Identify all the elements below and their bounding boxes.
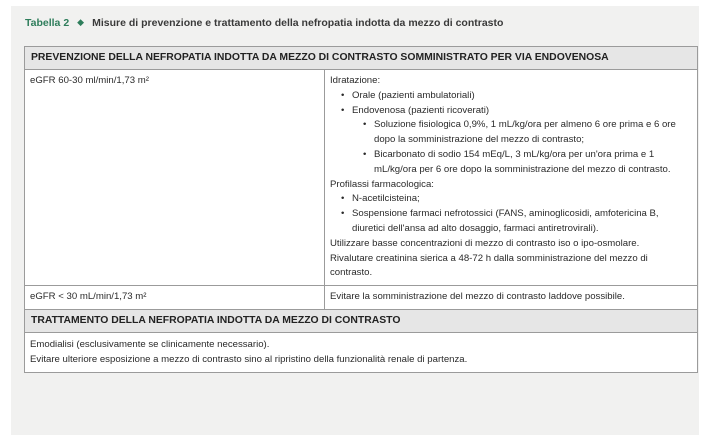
low-concentration-note: Utilizzare basse concentrazioni di mezzo di contrasto iso o ipo-osmolare. [330, 237, 640, 249]
treatment-header: TRATTAMENTO DELLA NEFROPATIA INDOTTA DA MEZZO DI CONTRASTO [25, 310, 697, 333]
prevention-header: PREVENZIONE DELLA NEFROPATIA INDOTTA DA MEZZO DI CONTRASTO SOMMINISTRATO PER VIA ENDOVENOSA [25, 47, 697, 70]
hydration-title: Idratazione: [330, 75, 381, 86]
saline-protocol: Soluzione fisiologica 0,9%, 1 mL/kg/ora per almeno 6 ore prima e 6 ore dopo la somministrazione del mezzo di contrasto; [374, 119, 676, 146]
table-caption [25, 16, 685, 30]
list-item [330, 192, 692, 207]
recheck-note: Rivalutare creatinina sierica a 48-72 h dalla somministrazione del mezzo di contrasto. [330, 252, 648, 279]
criterion-egfr-60-30: eGFR 60-30 ml/min/1,73 m² [25, 70, 325, 285]
list-item [352, 148, 692, 178]
measures-egfr-60-30 [325, 70, 697, 285]
list-item [330, 104, 692, 178]
table-number: Tabella 2 [25, 17, 70, 29]
treatment-cell [25, 333, 472, 372]
list-item [330, 89, 692, 104]
pharma-title: Profilassi farmacologica: [330, 178, 434, 190]
table-row [25, 286, 697, 310]
pharma-list [330, 192, 692, 236]
table-row [25, 333, 697, 372]
hydration-oral: Orale (pazienti ambulatoriali) [352, 89, 475, 101]
diamond-icon: ◆ [77, 17, 85, 27]
measures-table [24, 46, 698, 373]
criterion-egfr-below-30: eGFR < 30 mL/min/1,73 m² [25, 286, 325, 309]
hydration-iv: Endovenosa (pazienti ricoverati) [352, 104, 490, 116]
treatment-line-1: Emodialisi (esclusivamente se clinicamente necessario). [30, 338, 270, 350]
treatment-line-2: Evitare ulteriore esposizione a mezzo di contrasto sino al ripristino della funzionalità renale di partenza. [30, 353, 468, 365]
table-row [25, 70, 697, 286]
measures-egfr-below-30: Evitare la somministrazione del mezzo di contrasto laddove possibile. [330, 291, 625, 303]
hydration-list [330, 89, 692, 178]
suspend-item: Sospensione farmaci nefrotossici (FANS, aminoglicosidi, amfotericina B, diuretici dell'ansa ad alto dosaggio, farmaci antiretrovirali). [352, 208, 659, 234]
table-title: Misure di prevenzione e trattamento della nefropatia indotta da mezzo di contrasto [92, 17, 504, 29]
nac-item: N-acetilcisteina; [352, 193, 420, 205]
table-frame [11, 6, 699, 435]
list-item [352, 118, 692, 148]
bicarbonate-protocol: Bicarbonato di sodio 154 mEq/L, 3 mL/kg/ora per un'ora prima e 1 mL/kg/ora per 6 ore dopo la somministrazione del mezzo di contrasto. [374, 148, 671, 175]
iv-sublist [352, 118, 692, 177]
list-item [330, 207, 692, 237]
